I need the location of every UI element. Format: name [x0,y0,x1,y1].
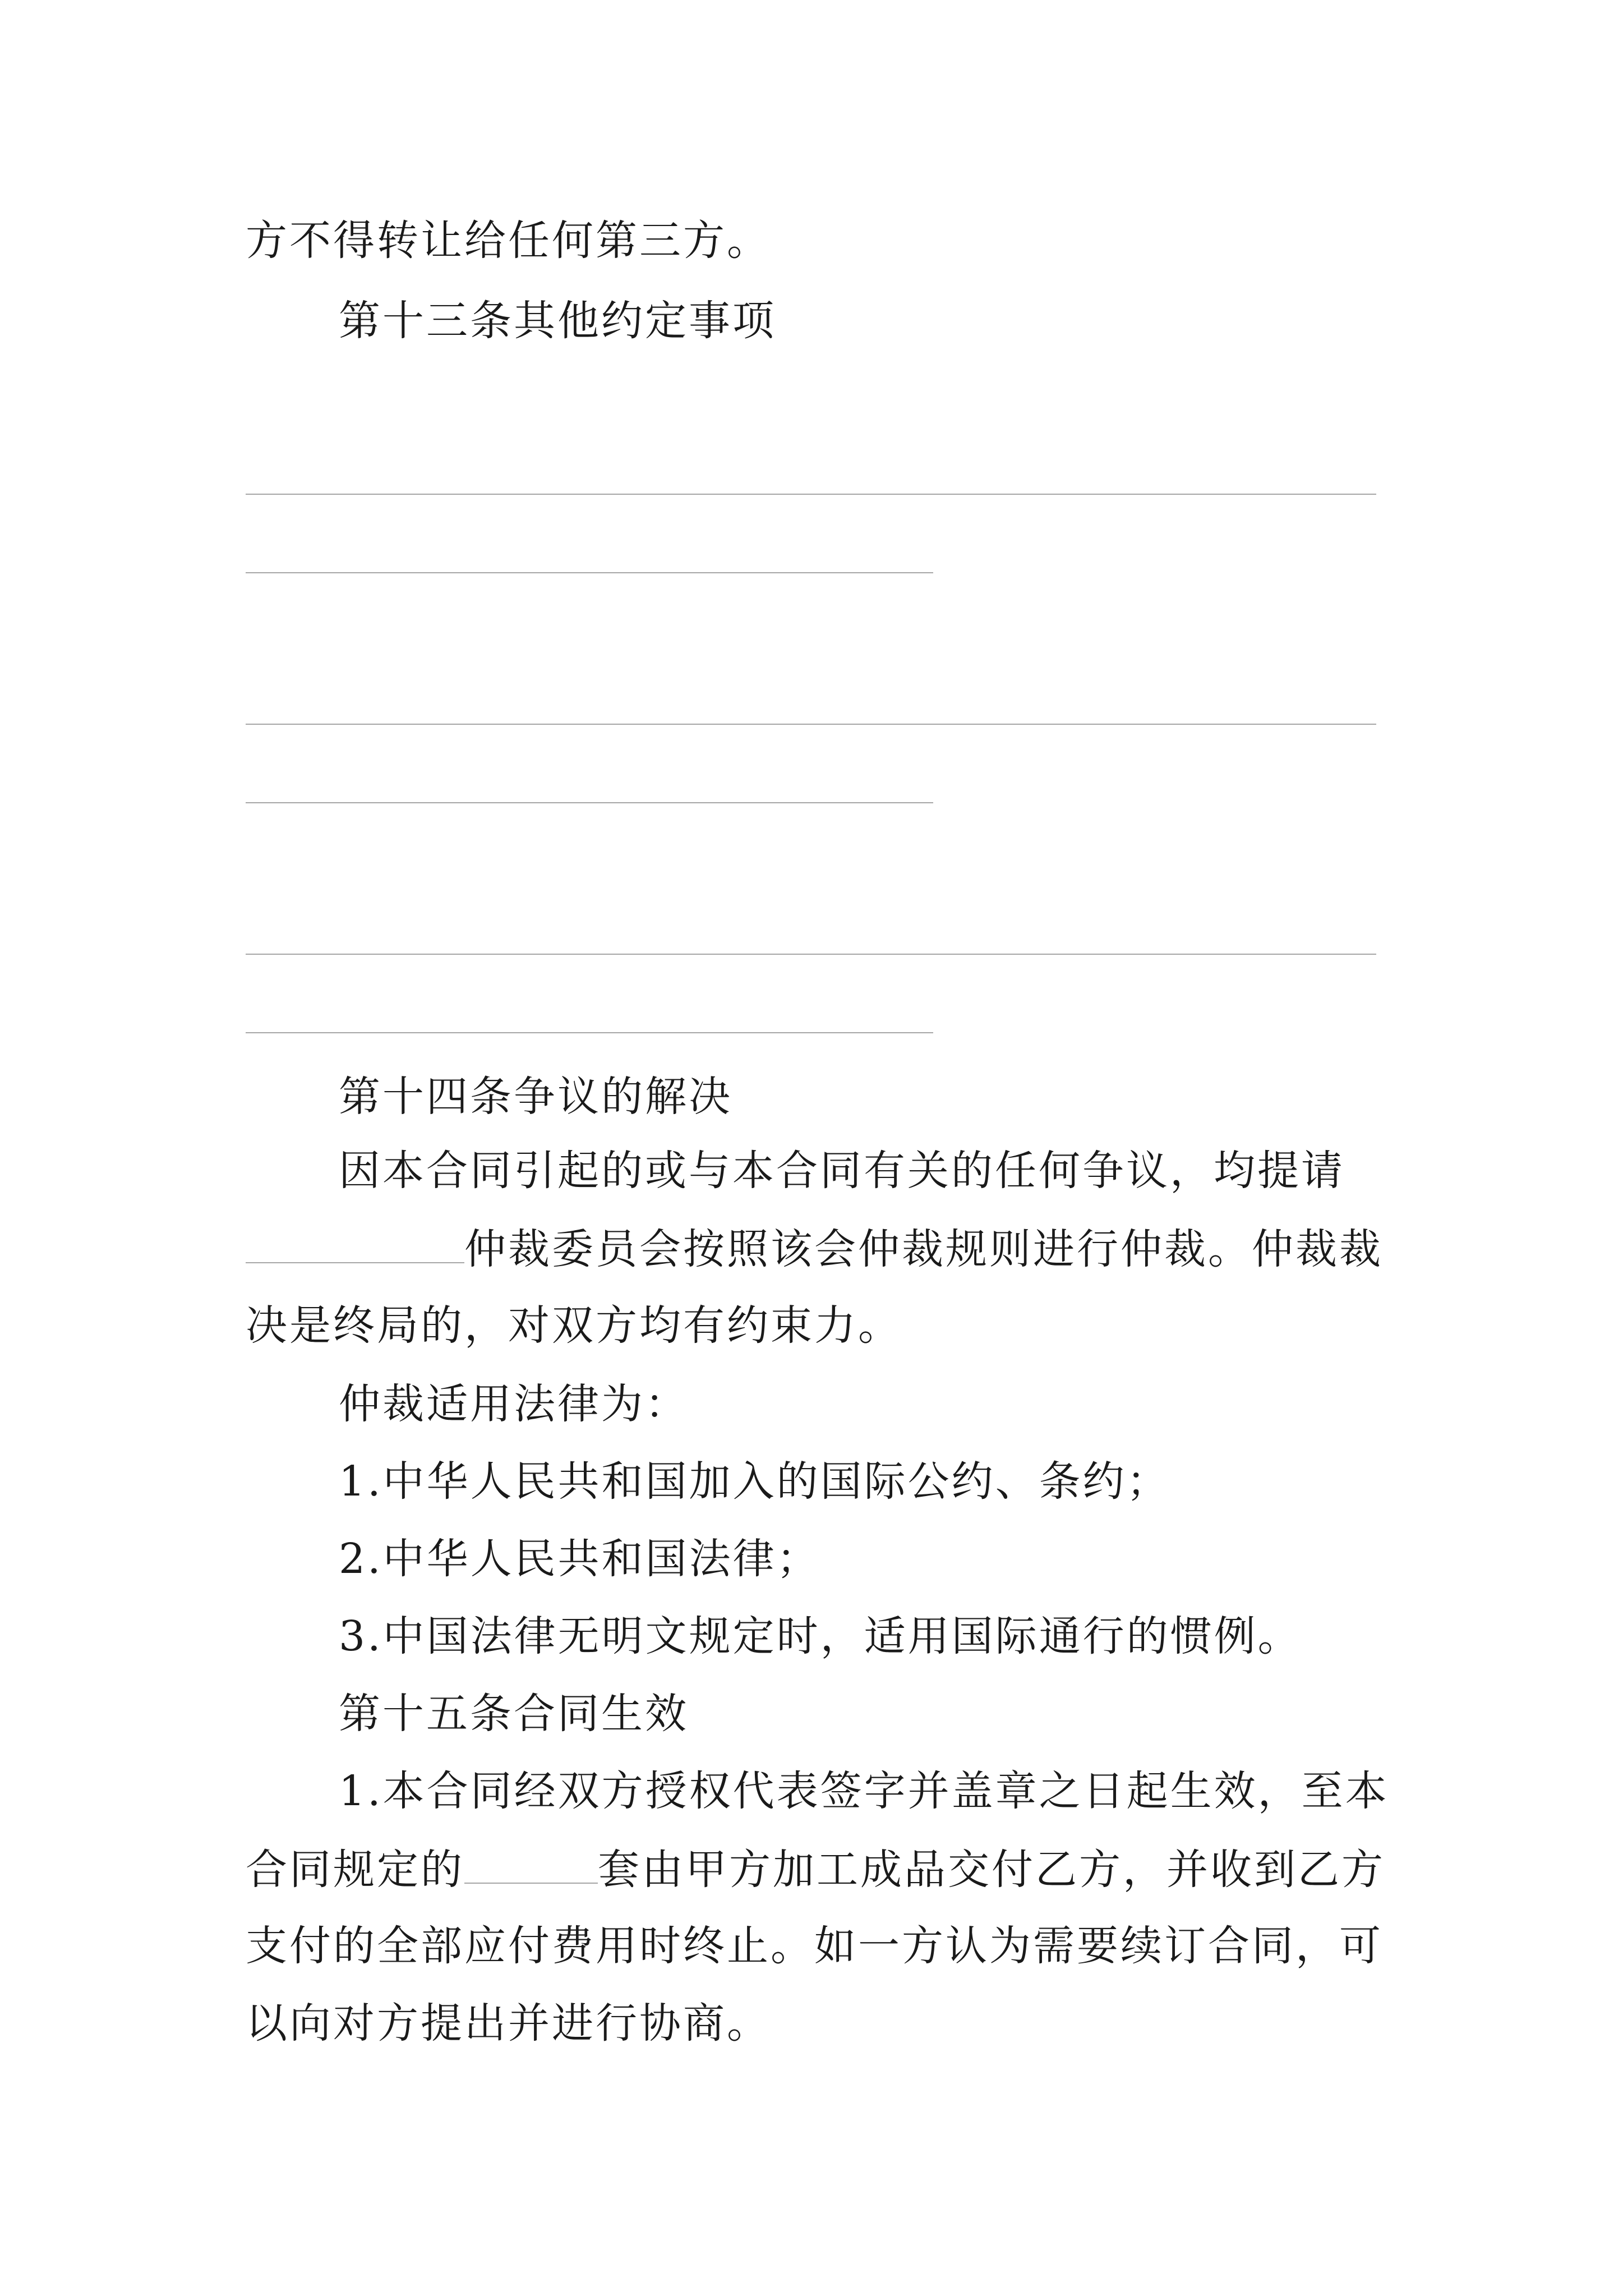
law-item-2: 2.中华人民共和国法律； [339,1535,820,1583]
blank-line-3b [246,1032,933,1033]
law-item-3: 3.中国法律无明文规定时，适用国际通行的惯例。 [339,1612,1302,1660]
sets-quantity-blank [464,1848,598,1884]
article-15-paragraph-line-2-end: 套由甲方加工成品交付乙方，并收到乙方 [598,1846,1385,1894]
blank-line-3a [246,954,1376,955]
article-13-heading: 第十三条其他约定事项 [339,297,776,345]
article-15-paragraph-line-2 [246,1846,1385,1894]
article-15-paragraph-line-1: 1.本合同经双方授权代表签字并盖章之日起生效，至本 [339,1767,1389,1815]
applicable-law-intro: 仲裁适用法律为： [339,1380,689,1428]
article-14-paragraph-line-1: 因本合同引起的或与本合同有关的任何争议，均提请 [339,1147,1345,1195]
article-15-paragraph-line-2-start: 合同规定的 [246,1846,464,1894]
article-14-paragraph-line-2-text: 仲裁委员会按照该会仲裁规则进行仲裁。仲裁裁 [464,1225,1383,1273]
blank-line-1a [246,494,1376,495]
law-item-1: 1.中华人民共和国加入的国际公约、条约； [339,1457,1170,1506]
blank-line-2b [246,802,933,803]
blank-line-2a [246,724,1376,725]
intro-tail-text: 方不得转让给任何第三方。 [246,217,771,265]
article-14-heading: 第十四条争议的解决 [339,1073,732,1121]
blank-line-1b [246,572,933,573]
article-15-paragraph-line-4: 以向对方提出并进行协商。 [246,1999,771,2047]
article-15-paragraph-line-3: 支付的全部应付费用时终止。如一方认为需要续订合同，可 [246,1922,1383,1970]
article-14-paragraph-line-3: 决是终局的，对双方均有约束力。 [246,1301,902,1350]
arbitration-commission-blank [246,1227,464,1263]
article-14-paragraph-line-2 [246,1225,1383,1273]
article-15-heading: 第十五条合同生效 [339,1690,689,1738]
